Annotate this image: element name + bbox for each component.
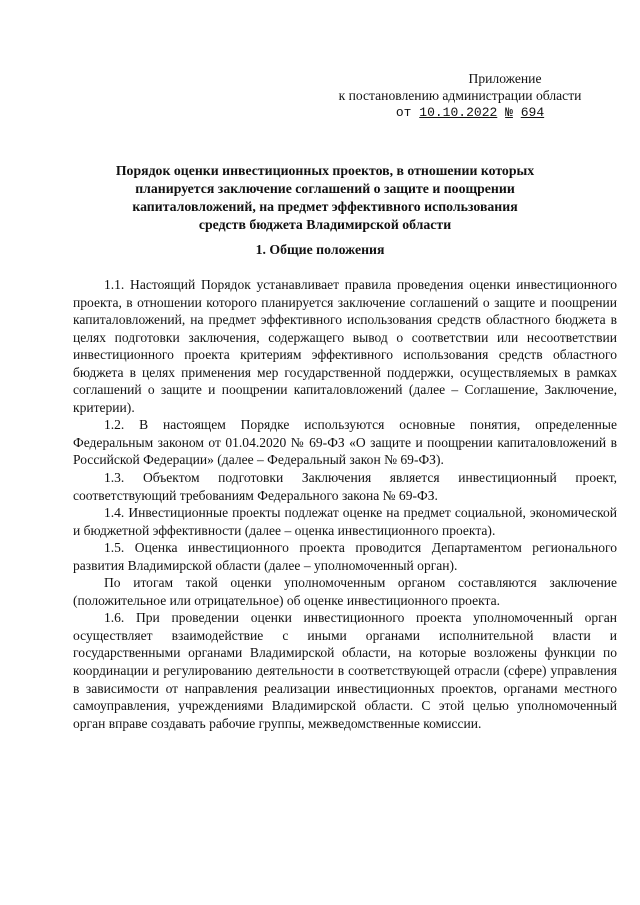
title-line: планируется заключение соглашений о защите и поощрении [135, 181, 515, 196]
appendix-header [310, 70, 610, 121]
document-title [95, 162, 555, 234]
appendix-label: Приложение [468, 71, 542, 86]
paragraph-1-3: 1.3. Объектом подготовки Заключения является инвестиционный проект, соответствующий требованиям Федерального закона № 69-ФЗ. [73, 470, 617, 503]
decree-reference: к постановлению администрации области [338, 88, 582, 103]
section-heading: 1. Общие положения [255, 242, 385, 257]
title-line: средств бюджета Владимирской области [198, 217, 452, 232]
paragraph-1-5: 1.5. Оценка инвестиционного проекта проводится Департаментом регионального развития Владимирской области (далее – уполномоченный орган). [73, 540, 617, 573]
paragraph-1-6: 1.6. При проведении оценки инвестиционного проекта уполномоченный орган осуществляет взаимодействие с иными органами исполнительной власти и государственными органами Владимирской области, на которые возложены функции по координации и регулированию деятельности в соответствующей отрасли (сфере) управления в зависимости от направления реализации инвестиционных проектов, органами местного самоуправления, учреждениями Владимирской области. С этой целью уполномоченный орган вправе создавать рабочие группы, межведомственные комиссии. [73, 610, 617, 731]
title-line: капиталовложений, на предмет эффективного использования [132, 199, 518, 214]
paragraph-1-5-continued: По итогам такой оценки уполномоченным органом составляются заключение (положительное или отрицательное) об оценке инвестиционного проекта. [73, 575, 617, 608]
paragraph-1-2: 1.2. В настоящем Порядке используются основные понятия, определенные Федеральным законом от 01.04.2020 № 69-ФЗ «О защите и поощрении капиталовложений в Российской Федерации» (далее – Федеральный закон № 69-ФЗ). [73, 417, 617, 468]
decree-date: 10.10.2022 [419, 105, 498, 120]
document-body [73, 276, 617, 732]
paragraph-1-4: 1.4. Инвестиционные проекты подлежат оценке на предмет социальной, экономической и бюджетной эффективности (далее – оценка инвестиционного проекта). [73, 505, 617, 538]
title-line: Порядок оценки инвестиционных проектов, в отношении которых [115, 163, 535, 178]
date-prefix: от [395, 105, 412, 120]
decree-date-number [310, 104, 610, 121]
decree-number: 694 [520, 105, 545, 120]
number-sign: № [505, 105, 513, 120]
paragraph-1-1: 1.1. Настоящий Порядок устанавливает правила проведения оценки инвестиционного проекта, в отношении которого планируется заключение соглашений о защите и поощрении капиталовложений, на предмет эффективного использования средств областного бюджета в целях подготовки заключения, содержащего вывод о соответствии или несоответствии инвестиционного проекта критериям эффективного использования средств областного бюджета в целях применения мер государственной поддержки, осуществляемых в рамках соглашений о защите и поощрении капиталовложений (далее – Соглашение, Заключение, критерии). [73, 277, 617, 415]
